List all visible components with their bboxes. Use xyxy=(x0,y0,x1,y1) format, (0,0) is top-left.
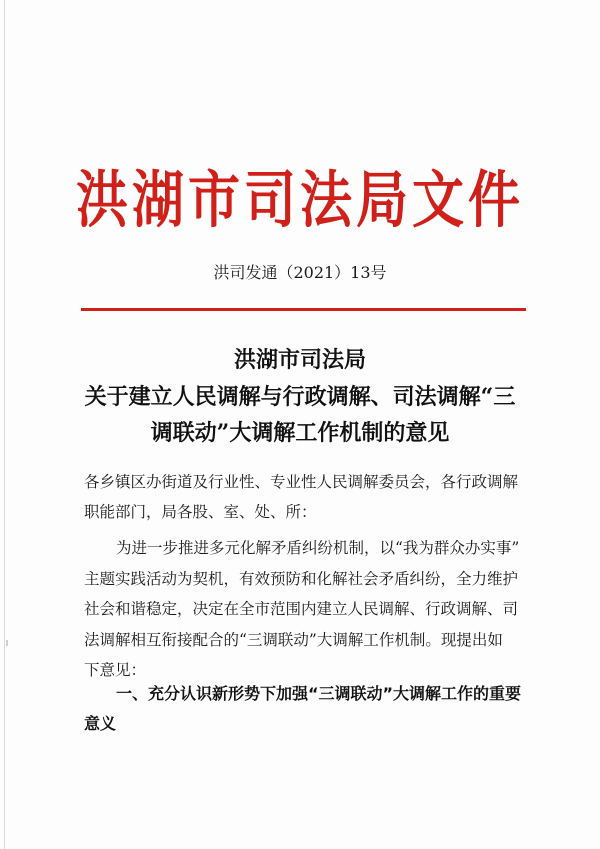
red-divider-line xyxy=(81,308,526,311)
section-heading-1-line-1: 一、充分认识新形势下加强“三调联动”大调解工作的重要 xyxy=(116,684,522,703)
paragraph-line-5: 下意见： xyxy=(84,661,147,679)
recipients-line-1: 各乡镇区办街道及行业性、专业性人民调解委员会，各行政调解 xyxy=(84,473,519,491)
document-title-line-3: 调联动”大调解工作机制的意见 xyxy=(150,420,450,446)
section-heading-1-line-2: 意义 xyxy=(84,714,117,733)
document-number: 洪司发通（2021）13号 xyxy=(213,263,387,282)
paragraph-line-3: 社会和谐稳定，决定在全市范围内建立人民调解、行政调解、司 xyxy=(84,600,519,618)
paragraph-line-1: 为进一步推进多元化解矛盾纠纷机制，以“我为群众办实事” xyxy=(116,539,520,557)
paragraph-line-2: 主题实践活动为契机，有效预防和化解社会矛盾纠纷，全力维护 xyxy=(84,570,519,588)
document-header-title: 洪湖市司法局文件 xyxy=(75,164,524,237)
paragraph-line-4: 法调解相互衔接配合的“三调联动”大调解工作机制。现提出如 xyxy=(84,631,503,649)
scan-mark xyxy=(6,640,8,646)
document-title-line-1: 洪湖市司法局 xyxy=(233,347,366,373)
document-title-line-2: 关于建立人民调解与行政调解、司法调解“三 xyxy=(84,384,516,410)
recipients-line-2: 职能部门，局各股、室、处、所： xyxy=(84,503,317,521)
